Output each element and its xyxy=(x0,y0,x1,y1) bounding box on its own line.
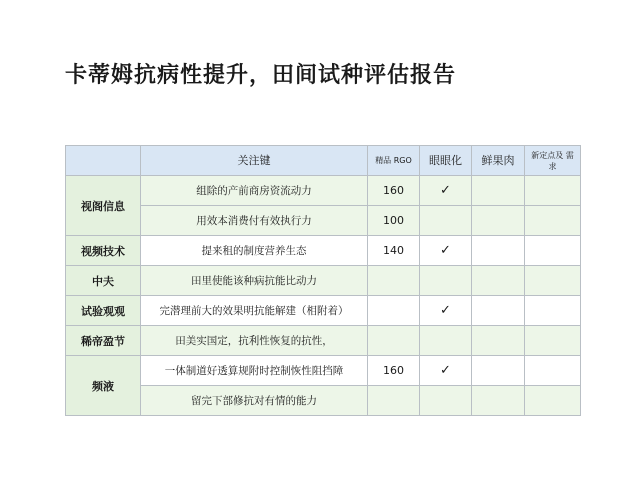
row-check-mark xyxy=(420,266,472,296)
row-empty-cell xyxy=(472,296,525,326)
row-empty-cell xyxy=(472,236,525,266)
row-description: 田美实国定，抗利性恢复的抗性， xyxy=(141,326,368,356)
page-title: 卡蒂姆抗病性提升，田间试种评估报告 xyxy=(65,63,457,88)
table-row xyxy=(66,266,581,296)
row-description: 提来租的制度营养生态 xyxy=(141,236,368,266)
row-check-mark xyxy=(420,206,472,236)
row-empty-cell xyxy=(472,356,525,386)
row-description: 完潜理前大的效果明抗能解建（相附着） xyxy=(141,296,368,326)
table-row xyxy=(66,386,581,416)
row-check-mark xyxy=(420,386,472,416)
row-value: 160 xyxy=(368,356,420,386)
row-empty-cell xyxy=(472,326,525,356)
row-group-label: 频液 xyxy=(66,356,141,416)
header-rgo: 精品 RGO xyxy=(368,146,420,176)
row-empty-cell xyxy=(525,236,581,266)
header-fresh-fruit: 鲜果肉 xyxy=(472,146,525,176)
table-row xyxy=(66,206,581,236)
row-group-label: 中夫 xyxy=(66,266,141,296)
row-group-label: 稀帝盈节 xyxy=(66,326,141,356)
row-value: 100 xyxy=(368,206,420,236)
row-empty-cell xyxy=(525,356,581,386)
row-empty-cell xyxy=(472,266,525,296)
header-focus-key: 关注键 xyxy=(141,146,368,176)
row-check-mark: ✓ xyxy=(420,296,472,326)
table-row xyxy=(66,296,581,326)
row-check-mark: ✓ xyxy=(420,176,472,206)
table-row xyxy=(66,236,581,266)
row-description: 留完下部修抗对有情的能力 xyxy=(141,386,368,416)
row-empty-cell xyxy=(525,266,581,296)
row-value xyxy=(368,296,420,326)
row-check-mark xyxy=(420,326,472,356)
table-row xyxy=(66,176,581,206)
row-empty-cell xyxy=(525,386,581,416)
row-empty-cell xyxy=(472,176,525,206)
header-group xyxy=(66,146,141,176)
table-row xyxy=(66,326,581,356)
row-empty-cell xyxy=(472,206,525,236)
table-header-row xyxy=(66,146,581,176)
row-value: 140 xyxy=(368,236,420,266)
header-eye: 眼眼化 xyxy=(420,146,472,176)
row-empty-cell xyxy=(525,206,581,236)
header-new-fixed-demand: 新定点及 需求 xyxy=(525,146,581,176)
row-empty-cell xyxy=(472,386,525,416)
row-group-label: 视频技术 xyxy=(66,236,141,266)
row-check-mark: ✓ xyxy=(420,356,472,386)
row-value xyxy=(368,326,420,356)
table-row xyxy=(66,356,581,386)
row-value: 160 xyxy=(368,176,420,206)
row-description: 用效本消费付有效执行力 xyxy=(141,206,368,236)
row-empty-cell xyxy=(525,176,581,206)
evaluation-table xyxy=(65,145,581,416)
row-empty-cell xyxy=(525,296,581,326)
row-description: 一体制道好透算规附时控制恢性阻挡障 xyxy=(141,356,368,386)
row-empty-cell xyxy=(525,326,581,356)
row-description: 田里使能该种病抗能比动力 xyxy=(141,266,368,296)
row-group-label: 试验观观 xyxy=(66,296,141,326)
row-check-mark: ✓ xyxy=(420,236,472,266)
row-description: 组除的产前商房资流动力 xyxy=(141,176,368,206)
row-value xyxy=(368,266,420,296)
row-group-label: 视阁信息 xyxy=(66,176,141,236)
row-value xyxy=(368,386,420,416)
